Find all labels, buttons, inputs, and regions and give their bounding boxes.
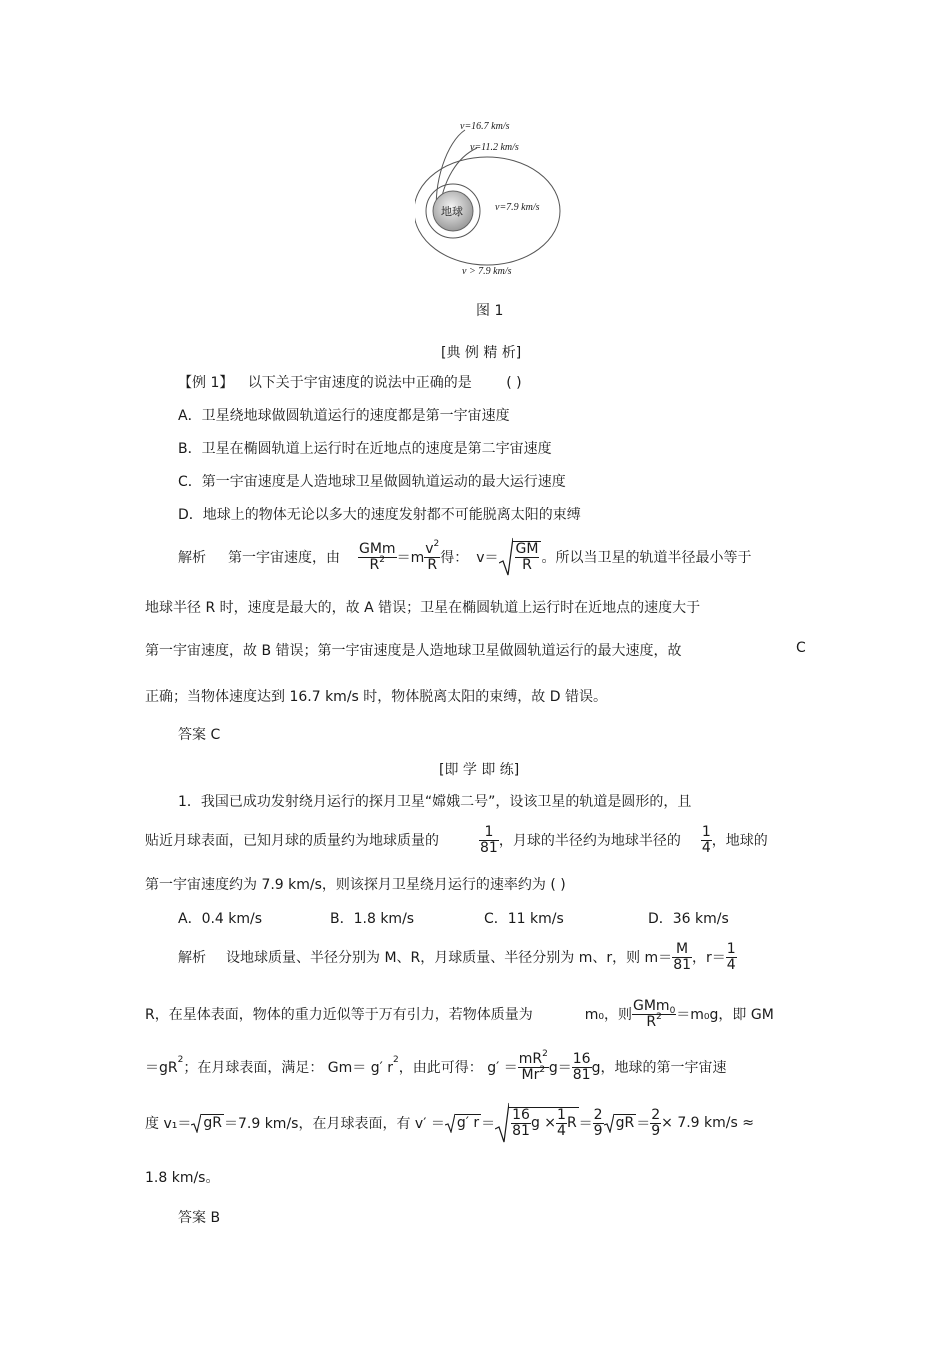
analysis-p2a: R，在星体表面，物体的重力近似等于万有引力，若物体质量为 (145, 1007, 533, 1023)
example-analysis-line2: 地球半径 R 时，速度是最大的，故 A 错误；卫星在椭圆轨道上运行时在近地点的速度大于 (145, 600, 701, 616)
orbit-diagram (415, 112, 585, 287)
analysis-p2m0: m₀，则 (584, 1007, 632, 1023)
analysis-p4c: ＝ (481, 1116, 496, 1132)
label-vgt: v > 7.9 km/s (462, 266, 512, 277)
analysis-label: 解析 (178, 950, 206, 966)
fraction-mr2-mr2 (518, 1048, 549, 1083)
example-analysis-line3-c: C (796, 640, 806, 656)
frac-num: 1 (557, 1107, 566, 1124)
section-title-examples: [典 例 精 析] (441, 345, 522, 361)
frac-num-text: v (425, 540, 434, 557)
frac-den: 81 (572, 1066, 591, 1083)
analysis-p3c: ，由此可得： g′ ＝ (398, 1060, 518, 1076)
exercise-line2 (145, 820, 768, 860)
fraction-gmm0-r2 (632, 999, 676, 1029)
exercise-answer: 答案 B (178, 1210, 221, 1226)
frac-den: 4 (701, 839, 711, 856)
section-title-practice: [即 学 即 练] (439, 762, 520, 778)
frac-den-text: R (369, 556, 380, 573)
exercise-line1: 1．我国已成功发射绕月运行的探月卫星“嫦娥二号”，设该卫星的轨道是圆形的，且 (178, 794, 692, 810)
frac-den: 4 (557, 1123, 566, 1139)
fraction-v2-r (424, 538, 440, 573)
frac-num-text: GMm (632, 997, 670, 1014)
frac-num: 2 (593, 1106, 603, 1123)
sqrt-16-81g-1-4r (495, 1102, 579, 1144)
exercise-option-a: A．0.4 km/s (178, 911, 263, 927)
exercise-analysis-line4 (145, 1100, 754, 1146)
fraction-m-81 (672, 942, 692, 972)
exercise-analysis-line3: ＝gR 2 ；在月球表面，满足： Gm＝ g′ r 2 ，由此可得： g′ ＝ $\frac{mR^2}{Mr^2}$ g＝ $\frac{16}{81}$ g，地球的第一宇宙速 (145, 1048, 727, 1083)
fraction-r-1-4 (726, 942, 737, 972)
frac-num: 16 (512, 1107, 530, 1124)
frac-den: $R^2$ (646, 1011, 662, 1030)
example-question-text: 以下关于宇宙速度的说法中正确的是 (247, 375, 472, 391)
option-c: C．第一宇宙速度是人造地球卫星做圆轨道运动的最大运行速度 (178, 474, 566, 490)
frac-den: R (427, 556, 438, 573)
fraction-1-4 (701, 825, 712, 855)
analysis-p2b: ＝m₀g，即 GM (676, 1007, 774, 1023)
exercise-analysis-line1 (178, 936, 737, 978)
frac-num: 1 (726, 940, 736, 957)
r-text: R (566, 1115, 577, 1132)
exercise-analysis-line5: 1.8 km/s。 (145, 1170, 220, 1186)
radicand: gR (203, 1115, 222, 1131)
label-v167: v=16.7 km/s (460, 121, 510, 132)
frac-den: Mr$^2$ (521, 1064, 546, 1083)
frac-den: 81 (673, 956, 692, 973)
v-eq: v＝ (476, 550, 499, 566)
analysis-label: 解析 (178, 550, 206, 566)
frac-num: $v^2$ (425, 538, 440, 557)
exercise-option-b: B．1.8 km/s (330, 911, 415, 927)
radicand: gR (615, 1115, 635, 1131)
frac-num: 2 (651, 1106, 661, 1123)
option-d: D．地球上的物体无论以多大的速度发射都不可能脱离太阳的束缚 (178, 507, 581, 523)
analysis-p1: 设地球质量、半径分别为 M、R，月球质量、半径分别为 m、r，则 m＝ (226, 950, 673, 966)
fraction-2-9-b (650, 1108, 661, 1138)
analysis-tail: 。所以当卫星的轨道半径最小等于 (541, 550, 752, 566)
sqrt-gr (191, 1113, 224, 1133)
label-v79: v=7.9 km/s (495, 202, 540, 213)
analysis-p4d: ＝ (578, 1116, 593, 1132)
frac-den: 81 (480, 839, 498, 856)
frac-num: GM (515, 541, 539, 558)
label-earth: 地球 (441, 205, 463, 218)
frac-den: 81 (512, 1123, 530, 1139)
analysis-p1b: ，r＝ (692, 950, 726, 966)
frac-num: 16 (572, 1050, 591, 1067)
eq-m: ＝m (396, 550, 425, 566)
fraction-2-9-a (593, 1108, 604, 1138)
exercise-line2-b: ，月球的半径约为地球半径的 (498, 833, 681, 849)
g-times: g × (530, 1115, 557, 1132)
exercise-analysis-line2 (145, 994, 774, 1034)
example-analysis-line3: 第一宇宙速度，故 B 错误；第一宇宙速度是人造地球卫星做圆轨道运行的最大速度，故 (145, 643, 682, 659)
sqrt-g-prime-r (445, 1113, 481, 1133)
figure-caption: 图 1 (476, 303, 504, 319)
fraction-gmm-r2 (358, 542, 397, 572)
exercise-option-c: C．11 km/s (484, 911, 564, 927)
fraction-16-81 (572, 1052, 592, 1082)
option-b: B．卫星在椭圆轨道上运行时在近地点的速度是第二宇宙速度 (178, 441, 552, 457)
frac-num: GMm (359, 540, 396, 557)
analysis-p3a: ＝gR (145, 1060, 178, 1076)
frac-num-text: mR (518, 1050, 543, 1067)
frac-den-text: R (646, 1013, 657, 1030)
exercise-line2-a: 贴近月球表面，已知月球的质量约为地球质量的 (145, 833, 439, 849)
frac-num: $mR^2$ (518, 1048, 548, 1067)
frac-num: M (672, 942, 692, 958)
fraction-1-81 (479, 825, 499, 855)
frac-den: $R^2$ (369, 554, 386, 573)
orbit-figure (415, 112, 585, 287)
option-a: A．卫星绕地球做圆轨道运行的速度都是第一宇宙速度 (178, 408, 510, 424)
analysis-p4b: ＝7.9 km/s，在月球表面，有 v′ ＝ (223, 1116, 445, 1132)
example-analysis-line1 (178, 536, 751, 578)
frac-den: R (522, 557, 532, 573)
frac-den: 9 (651, 1122, 661, 1139)
example-analysis-line4: 正确；当物体速度达到 16.7 km/s 时，物体脱离太阳的束缚，故 D 错误。 (145, 689, 607, 705)
example-question (178, 372, 522, 392)
analysis-p4e: ＝ (636, 1116, 651, 1132)
frac-num: 1 (701, 823, 711, 840)
frac-num: 1 (479, 825, 499, 841)
analysis-p4a: 度 v₁＝ (145, 1116, 192, 1132)
analysis-p4f: × 7.9 km/s ≈ (661, 1115, 754, 1131)
analysis-p3d: g＝ (548, 1060, 572, 1076)
analysis-lead: 第一宇宙速度，由 (228, 550, 340, 566)
analysis-p3b: ；在月球表面，满足： Gm＝ g′ r (183, 1060, 394, 1076)
frac-den-text: Mr (521, 1066, 540, 1083)
frac-den: 4 (726, 956, 736, 973)
exercise-line2-c: ，地球的 (711, 833, 768, 849)
frac-num: GMm$_0$ (632, 997, 676, 1016)
de-text: 得： (440, 550, 469, 566)
exercise-option-d: D．36 km/s (648, 911, 729, 927)
analysis-p3e: g，地球的第一宇宙速 (591, 1060, 727, 1076)
example-tag: 【例 1】 (178, 375, 234, 391)
radicand: g′ r (456, 1115, 480, 1131)
label-v112: v=11.2 km/s (470, 142, 519, 153)
frac-den: 9 (593, 1122, 603, 1139)
example-answer: 答案 C (178, 727, 221, 743)
sqrt-gr-2 (604, 1113, 637, 1133)
sqrt-gm-r (499, 537, 542, 577)
exercise-line3: 第一宇宙速度约为 7.9 km/s，则该探月卫星绕月运行的速率约为 ( ) (145, 877, 566, 893)
answer-paren: ( ) (506, 375, 522, 391)
